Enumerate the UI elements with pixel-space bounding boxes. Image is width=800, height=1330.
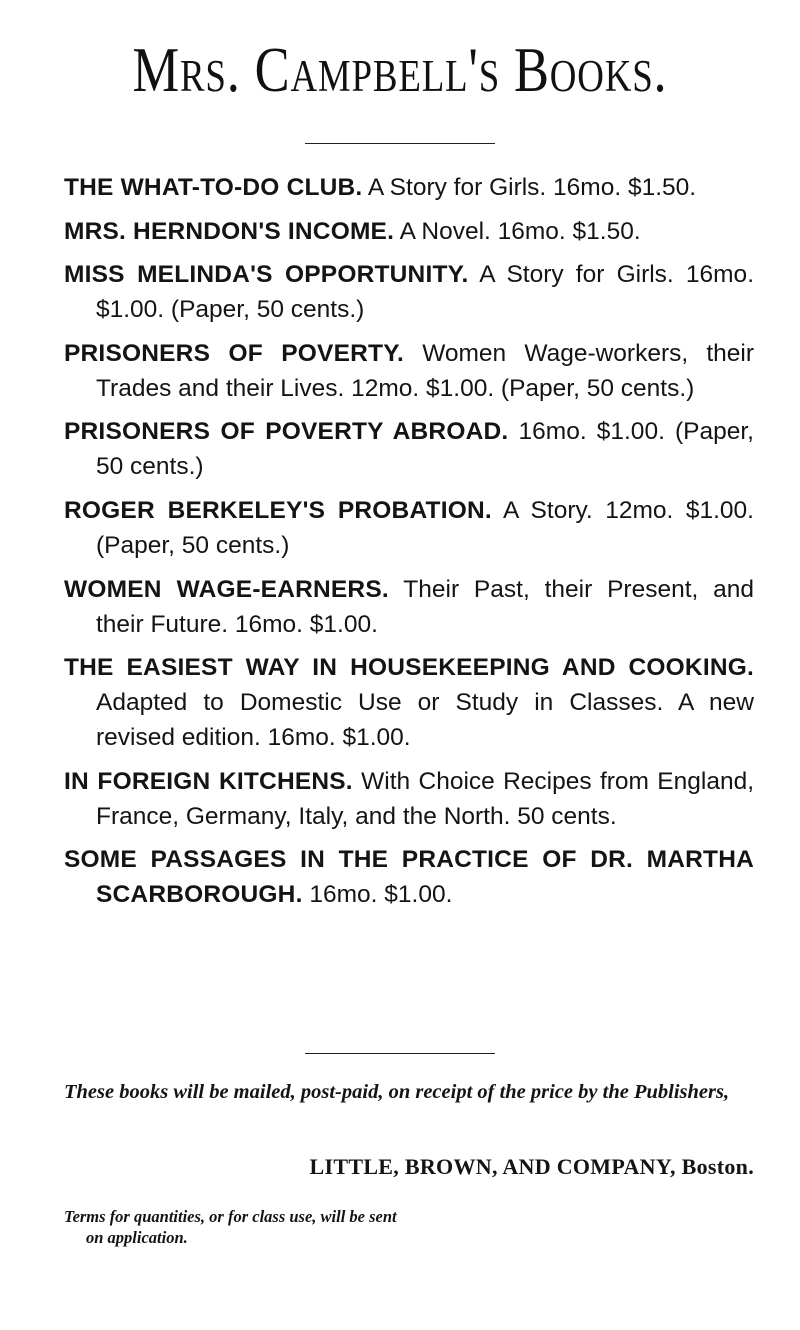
book-title: WOMEN WAGE-EARNERS. [64,575,389,603]
book-title: MRS. HERNDON'S INCOME. [64,217,395,245]
book-title: THE EASIEST WAY IN HOUSEKEEPING AND COOKING. [64,654,754,682]
book-entry [64,572,754,642]
book-details: 16mo. $1.00. [309,881,453,909]
book-title: PRISONERS OF POVERTY ABROAD. [64,418,509,446]
book-details: Women Wage-workers, their Trades and their Lives. 12mo. $1.00. (Paper, 50 cents.) [96,339,754,402]
book-entry [64,493,754,563]
book-entry [64,842,754,912]
book-details: A Story for Girls. 16mo. $1.00. (Paper, 50 cents.) [96,261,754,324]
book-details: A Story. 12mo. $1.00. (Paper, 50 cents.) [96,496,754,559]
book-title: IN FOREIGN KITCHENS. [64,767,353,795]
book-entry [64,764,754,834]
book-entry [64,650,754,755]
book-details: 16mo. $1.00. (Paper, 50 cents.) [96,418,754,481]
top-divider [305,143,495,144]
book-entry [64,336,754,406]
book-details: With Choice Recipes from England, France, Germany, Italy, and the North. 50 cents. [96,767,755,830]
page-title: Mrs. Campbell's Books. [132,34,668,105]
book-entry [64,257,754,327]
mailing-notice: These books will be mailed, post-paid, on receipt of the price by the Publishers, [64,1081,730,1103]
book-list [64,170,754,921]
terms-note: Terms for quantities, or for class use, will be sent on application. [64,1207,397,1247]
footer-divider [305,1053,495,1054]
book-entry [64,170,754,205]
publisher-imprint: LITTLE, BROWN, AND COMPANY, Boston. [309,1154,754,1179]
book-title: SOME PASSAGES IN THE PRACTICE OF DR. MARTHA SCARBOROUGH. [64,846,754,909]
book-entry [64,414,754,484]
book-details: A Story for Girls. 16mo. $1.50. [367,174,697,201]
book-title: MISS MELINDA'S OPPORTUNITY. [64,261,469,289]
book-title: THE WHAT-TO-DO CLUB. [64,174,363,201]
book-entry [64,214,754,249]
book-details: Their Past, their Present, and their Future. 16mo. $1.00. [96,575,755,638]
book-details: Adapted to Domestic Use or Study in Classes. A new revised edition. 16mo. $1.00. [96,689,754,752]
book-title: ROGER BERKELEY'S PROBATION. [64,496,492,524]
book-title: PRISONERS OF POVERTY. [64,339,405,367]
book-details: A Novel. 16mo. $1.50. [399,217,641,245]
